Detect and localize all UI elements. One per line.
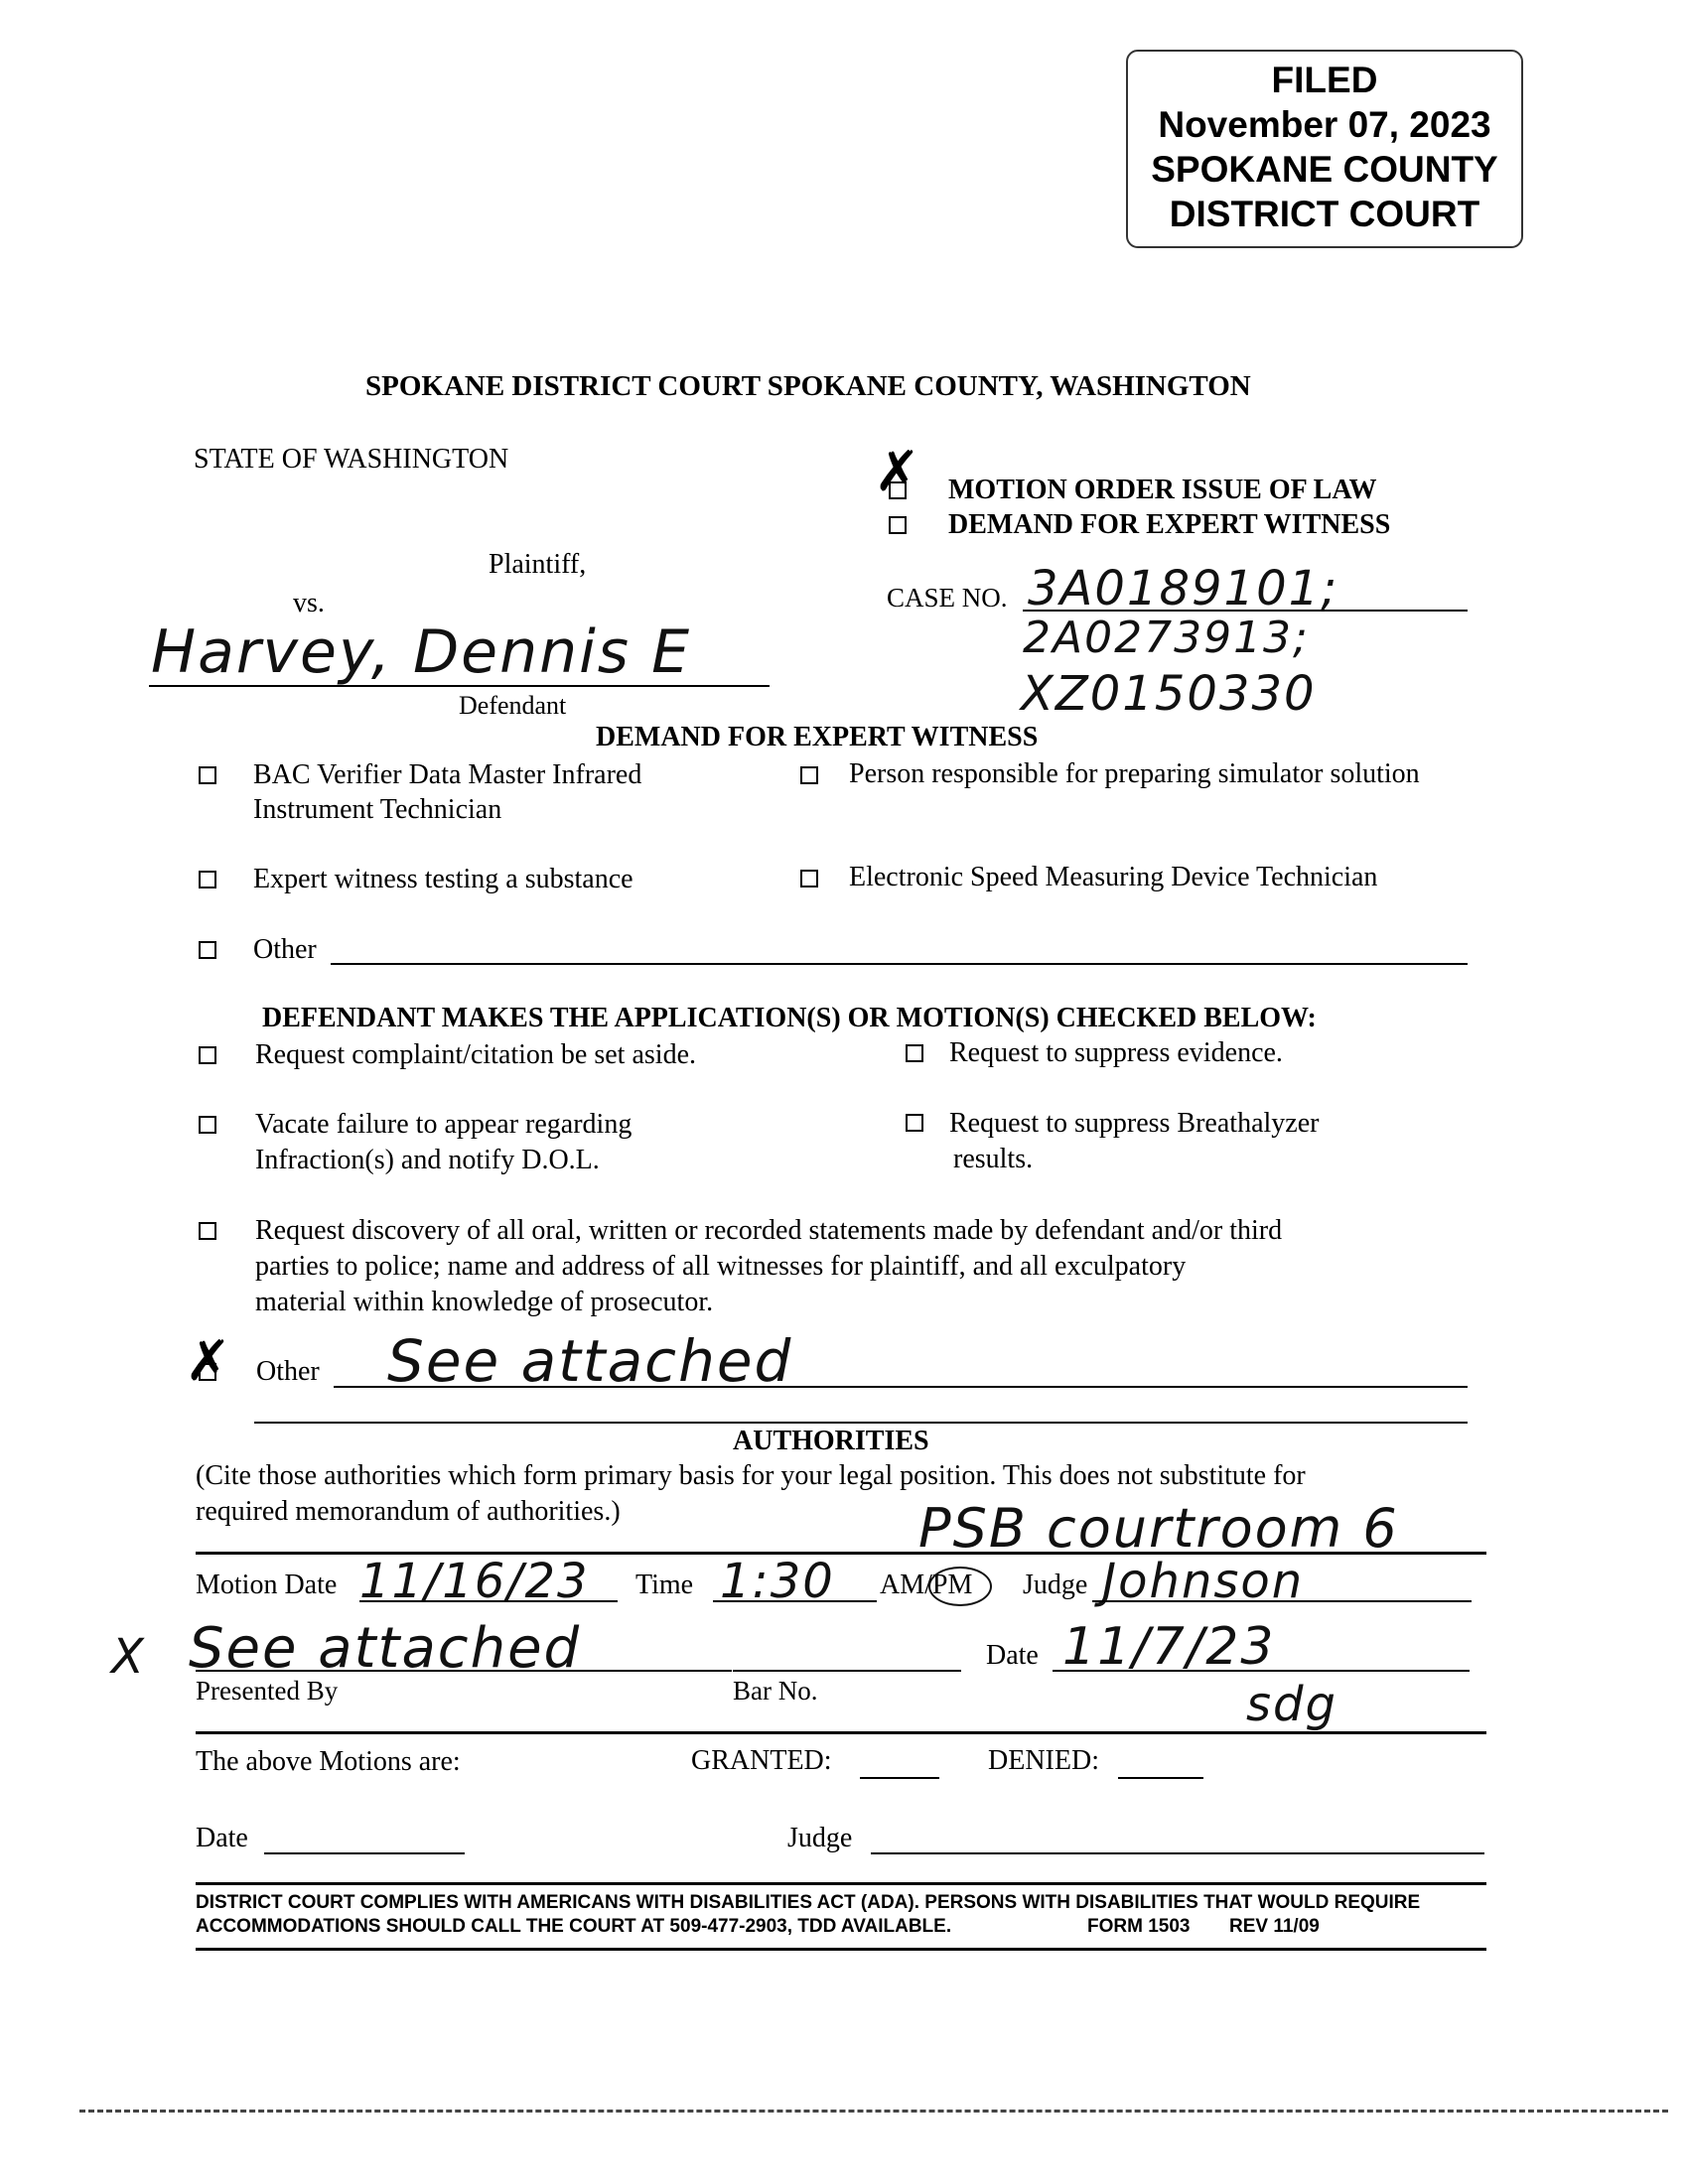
- ruling-rule: [196, 1731, 1486, 1734]
- vacate-checkbox[interactable]: [199, 1116, 216, 1134]
- demand-other-checkbox[interactable]: [199, 941, 216, 959]
- footer-top-rule: [196, 1882, 1486, 1885]
- clerk-initials: sdg: [1246, 1677, 1337, 1732]
- vacate-label-line2: Infraction(s) and notify D.O.L.: [255, 1145, 600, 1175]
- filed-stamp: [1126, 50, 1523, 248]
- defendant-label: Defendant: [459, 691, 567, 720]
- judge-label: Judge: [1023, 1570, 1088, 1600]
- suppress-evidence-checkbox[interactable]: [906, 1044, 923, 1062]
- presented-mark: X: [111, 1629, 146, 1685]
- discovery-label-line3: material within knowledge of prosecutor.: [255, 1287, 714, 1317]
- bac-label-line1: BAC Verifier Data Master Infrared: [253, 759, 642, 790]
- motion-date-line[interactable]: [359, 1600, 618, 1602]
- simulator-label: Person responsible for preparing simulator solution: [849, 758, 1420, 789]
- bac-label-line2: Instrument Technician: [253, 794, 502, 825]
- plaintiff-label: Plaintiff,: [489, 549, 587, 580]
- ruling-date-line[interactable]: [264, 1852, 465, 1854]
- footer-bottom-rule: [196, 1948, 1486, 1951]
- bar-no-line[interactable]: [733, 1670, 961, 1672]
- state-label: STATE OF WASHINGTON: [194, 444, 509, 475]
- ampm-label: AM/PM: [880, 1570, 973, 1600]
- presented-date-value: 11/7/23: [1062, 1617, 1276, 1677]
- time-label: Time: [635, 1570, 694, 1600]
- applications-title: DEFENDANT MAKES THE APPLICATION(S) OR MOTION(S) CHECKED BELOW:: [262, 1003, 1317, 1033]
- demand-expert-checkbox[interactable]: [889, 516, 907, 534]
- case-number-2: 2A0273913;: [1023, 613, 1310, 663]
- suppress-evidence-label: Request to suppress evidence.: [949, 1037, 1283, 1068]
- app-other-checkmark-icon: ✗: [185, 1329, 231, 1394]
- breathalyzer-label-line2: results.: [953, 1144, 1034, 1174]
- breathalyzer-checkbox[interactable]: [906, 1114, 923, 1132]
- granted-label: GRANTED:: [691, 1745, 832, 1776]
- discovery-label-line2: parties to police; name and address of all witnesses for plaintiff, and all exculpatory: [255, 1251, 1187, 1282]
- simulator-checkbox[interactable]: [800, 766, 818, 784]
- denied-line[interactable]: [1118, 1777, 1203, 1779]
- speed-checkbox[interactable]: [800, 870, 818, 887]
- above-motions-label: The above Motions are:: [196, 1746, 461, 1777]
- case-number-3: XZ0150330: [1021, 666, 1317, 722]
- presented-line[interactable]: [196, 1670, 732, 1672]
- demand-other-line[interactable]: [331, 963, 1468, 965]
- vacate-label-line1: Vacate failure to appear regarding: [255, 1109, 633, 1140]
- ruling-judge-label: Judge: [787, 1823, 853, 1853]
- set-aside-label: Request complaint/citation be set aside.: [255, 1039, 696, 1070]
- authorities-note-line2: required memorandum of authorities.): [196, 1496, 621, 1527]
- demand-section-title: DEMAND FOR EXPERT WITNESS: [596, 722, 1039, 752]
- presented-by-label: Presented By: [196, 1676, 339, 1706]
- bar-no-label: Bar No.: [733, 1676, 818, 1706]
- stamp-filed: FILED: [1271, 60, 1378, 100]
- authorities-title: AUTHORITIES: [733, 1426, 929, 1456]
- time-line[interactable]: [713, 1600, 877, 1602]
- app-other-label: Other: [256, 1356, 320, 1387]
- set-aside-checkbox[interactable]: [199, 1046, 216, 1064]
- demand-other-label: Other: [253, 934, 317, 965]
- stamp-county: SPOKANE COUNTY: [1151, 149, 1498, 190]
- case-no-label: CASE NO.: [887, 583, 1008, 613]
- courtroom-note: PSB courtroom 6: [918, 1497, 1399, 1560]
- case-number-1: 3A0189101;: [1028, 561, 1339, 616]
- motion-order-label: MOTION ORDER ISSUE OF LAW: [948, 475, 1377, 505]
- substance-checkbox[interactable]: [199, 871, 216, 888]
- motion-order-checkmark-icon: ✗: [874, 440, 920, 504]
- pm-circle-mark: [928, 1567, 992, 1606]
- motion-date-label: Motion Date: [196, 1570, 338, 1600]
- ada-notice-line2: ACCOMMODATIONS SHOULD CALL THE COURT AT 509-477-2903, TDD AVAILABLE.: [196, 1916, 952, 1937]
- vs-label: vs.: [293, 588, 325, 618]
- court-heading: SPOKANE DISTRICT COURT SPOKANE COUNTY, WASHINGTON: [365, 370, 1251, 402]
- ruling-judge-line[interactable]: [871, 1852, 1484, 1854]
- discovery-label-line1: Request discovery of all oral, written or recorded statements made by defendant and/or third: [255, 1215, 1283, 1246]
- judge-value: Johnson: [1102, 1554, 1305, 1609]
- case-no-line: [1023, 610, 1468, 612]
- stamp-court: DISTRICT COURT: [1169, 194, 1480, 234]
- stamp-date: November 07, 2023: [1158, 104, 1491, 145]
- time-value: 1:30: [720, 1554, 835, 1609]
- presented-date-label: Date: [986, 1640, 1039, 1671]
- motion-date-value: 11/16/23: [359, 1554, 590, 1609]
- discovery-checkbox[interactable]: [199, 1222, 216, 1240]
- presented-value: See attached: [189, 1616, 582, 1681]
- ada-notice-line1: DISTRICT COURT COMPLIES WITH AMERICANS WITH DISABILITIES ACT (ADA). PERSONS WITH DISABILITIES THAT WOULD REQUIRE: [196, 1892, 1421, 1913]
- app-other-line-2[interactable]: [254, 1422, 1468, 1424]
- authorities-note-line1: (Cite those authorities which form primary basis for your legal position. This does not substitute for: [196, 1460, 1306, 1491]
- defendant-name: Harvey, Dennis E: [151, 617, 692, 687]
- presented-date-line[interactable]: [1053, 1670, 1470, 1672]
- substance-label: Expert witness testing a substance: [253, 864, 633, 894]
- denied-label: DENIED:: [988, 1745, 1099, 1776]
- speed-label: Electronic Speed Measuring Device Technician: [849, 862, 1378, 892]
- form-revision: REV 11/09: [1229, 1916, 1320, 1937]
- bac-checkbox[interactable]: [199, 766, 216, 784]
- form-number: FORM 1503: [1087, 1916, 1191, 1937]
- ruling-date-label: Date: [196, 1823, 248, 1853]
- app-other-value: See attached: [387, 1327, 793, 1395]
- granted-line[interactable]: [860, 1777, 939, 1779]
- breathalyzer-label-line1: Request to suppress Breathalyzer: [949, 1108, 1320, 1139]
- judge-line[interactable]: [1092, 1600, 1472, 1602]
- scan-edge-artifact: [79, 2110, 1668, 2113]
- defendant-line: [149, 685, 770, 687]
- demand-expert-label: DEMAND FOR EXPERT WITNESS: [948, 509, 1391, 540]
- app-other-line[interactable]: [334, 1386, 1468, 1388]
